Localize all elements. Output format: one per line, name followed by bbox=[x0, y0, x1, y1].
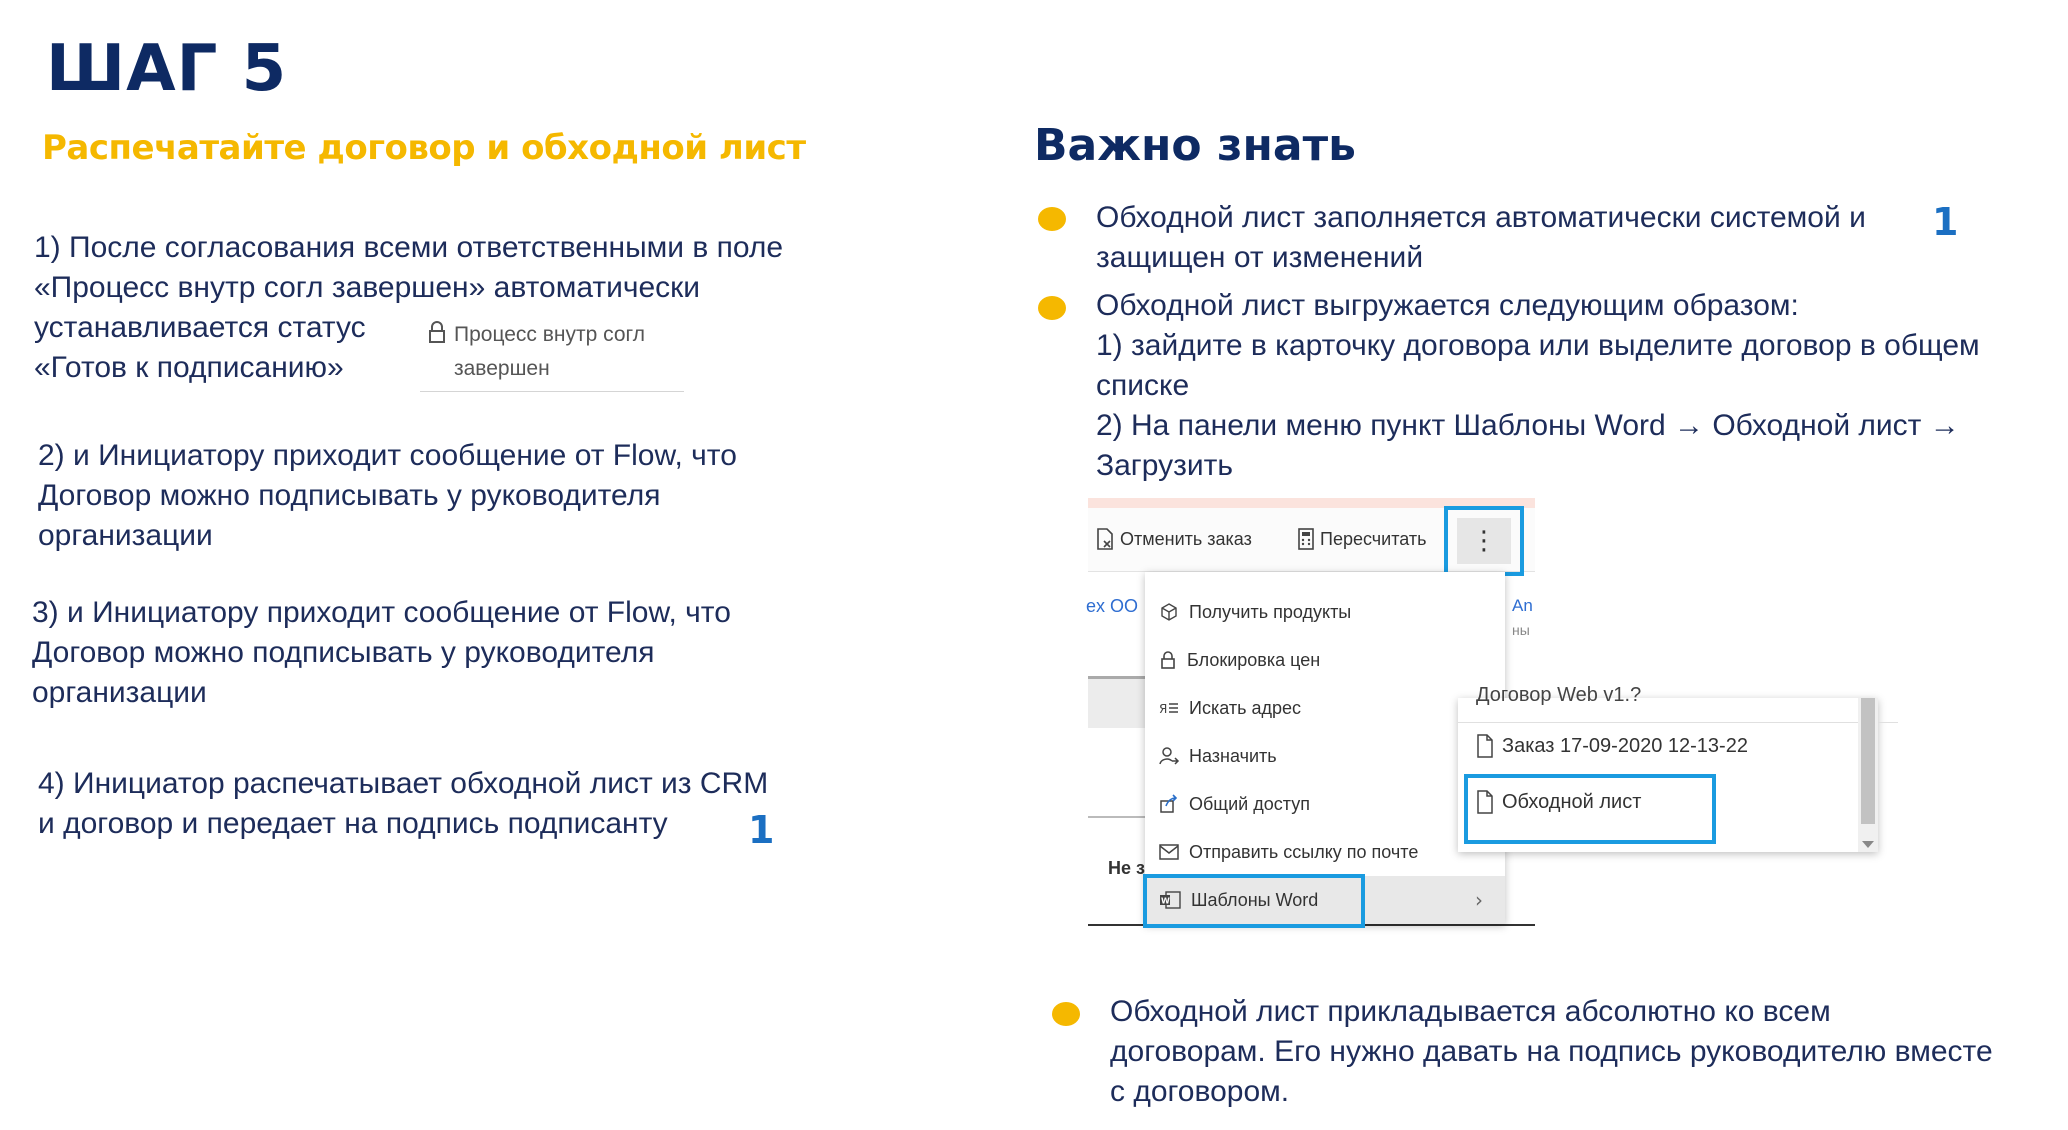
background-text: ны bbox=[1512, 622, 1530, 638]
status-field bbox=[420, 318, 684, 392]
email-icon bbox=[1159, 843, 1179, 861]
bullet-1-line: Обходной лист заполняется автоматически системой и bbox=[1096, 201, 1866, 234]
document-cancel-icon bbox=[1096, 528, 1114, 550]
menu-item-assign[interactable] bbox=[1145, 732, 1505, 780]
bypass-sheet-highlight bbox=[1464, 774, 1716, 844]
bullet-2-text bbox=[1096, 286, 2046, 486]
status-field-label bbox=[454, 318, 645, 386]
scrollbar-thumb[interactable] bbox=[1861, 698, 1875, 824]
paragraph-3 bbox=[32, 593, 832, 713]
recalculate-label: Пересчитать bbox=[1320, 528, 1427, 549]
address-icon bbox=[1159, 698, 1179, 718]
menu-item-label: Шаблоны Word bbox=[1191, 889, 1319, 910]
divider bbox=[1088, 816, 1146, 818]
bullet-3-line: договорам. Его нужно давать на подпись руководителю вместе bbox=[1110, 1035, 1993, 1068]
paragraph-1-line: «Процесс внутр согл завершен» автоматически bbox=[34, 271, 701, 304]
word-templates-highlight bbox=[1143, 874, 1365, 928]
background-link: An bbox=[1512, 596, 1533, 615]
share-icon bbox=[1159, 794, 1179, 814]
paragraph-1-line: «Готов к подписанию» bbox=[34, 351, 344, 384]
bullet-dot bbox=[1052, 1002, 1080, 1026]
paragraph-4 bbox=[38, 764, 838, 844]
scroll-down-icon[interactable] bbox=[1862, 841, 1874, 848]
document-icon bbox=[1476, 734, 1494, 758]
menu-item-find-address[interactable] bbox=[1145, 684, 1505, 732]
bullet-2-line: Обходной лист выгружается следующим образом: bbox=[1096, 289, 1799, 322]
background-text: Не з bbox=[1108, 858, 1145, 878]
cancel-order-button[interactable] bbox=[1096, 528, 1252, 550]
bullet-dot bbox=[1038, 207, 1066, 231]
menu-item-label: Общий доступ bbox=[1189, 793, 1310, 814]
cancel-order-label: Отменить заказ bbox=[1120, 528, 1252, 549]
lock-icon bbox=[428, 320, 446, 344]
background-link: ex OO bbox=[1086, 596, 1139, 616]
cube-icon bbox=[1159, 602, 1179, 622]
chevron-right-icon: › bbox=[1475, 888, 1483, 912]
divider bbox=[1458, 722, 1898, 723]
paragraph-2-line: 2) и Инициатору приходит сообщение от Flow, что bbox=[38, 439, 737, 472]
paragraph-2-line: Договор можно подписывать у руководителя bbox=[38, 479, 661, 512]
menu-item-share[interactable] bbox=[1145, 780, 1505, 828]
paragraph-3-line: Договор можно подписывать у руководителя bbox=[32, 636, 655, 669]
menu-item-label: Назначить bbox=[1189, 745, 1277, 766]
bullet-2-line: Загрузить bbox=[1096, 449, 1233, 482]
menu-item-label: Отправить ссылку по почте bbox=[1189, 841, 1419, 862]
paragraph-4-line: 4) Инициатор распечатывает обходной лист из CRM bbox=[38, 767, 769, 800]
paragraph-3-line: 3) и Инициатору приходит сообщение от Flow, что bbox=[32, 596, 731, 629]
note-badge: 1 bbox=[1932, 200, 1959, 244]
bullet-3-text bbox=[1110, 992, 2060, 1112]
paragraph-1-line: устанавливается статус bbox=[34, 311, 366, 344]
paragraph-2-line: организации bbox=[38, 519, 213, 552]
bullet-3-line: с договором. bbox=[1110, 1075, 1290, 1108]
submenu-item-order[interactable] bbox=[1476, 734, 1748, 758]
step-title: ШАГ 5 bbox=[46, 32, 288, 106]
menu-item-label: Блокировка цен bbox=[1187, 649, 1321, 670]
more-commands-menu bbox=[1145, 572, 1505, 924]
svg-text:W: W bbox=[1161, 896, 1170, 906]
recalculate-button[interactable] bbox=[1298, 528, 1426, 550]
bullet-1-line: защищен от изменений bbox=[1096, 241, 1424, 274]
bullet-2-line: списке bbox=[1096, 369, 1190, 402]
menu-item-get-products[interactable] bbox=[1145, 588, 1505, 636]
bullet-2-line: 2) На панели меню пункт Шаблоны Word → Обходной лист → bbox=[1096, 409, 1960, 442]
paragraph-2 bbox=[38, 436, 838, 556]
assign-icon bbox=[1159, 746, 1179, 766]
step-subtitle: Распечатайте договор и обходной лист bbox=[42, 128, 806, 168]
background-block bbox=[1088, 676, 1146, 728]
important-title: Важно знать bbox=[1034, 120, 1356, 171]
svg-text:Я: Я bbox=[1159, 702, 1168, 716]
submenu-item-label: Заказ 17-09-2020 12-13-22 bbox=[1502, 734, 1748, 757]
menu-item-label: Искать адрес bbox=[1189, 697, 1301, 718]
submenu-item-partial[interactable]: Договор Web v1.? bbox=[1476, 684, 1642, 706]
paragraph-3-line: организации bbox=[32, 676, 207, 709]
status-field-line: завершен bbox=[454, 357, 550, 380]
step-badge: 1 bbox=[748, 808, 775, 852]
status-field-line: Процесс внутр согл bbox=[454, 323, 646, 346]
more-icon: ⋮ bbox=[1457, 518, 1511, 564]
menu-item-email-link[interactable] bbox=[1145, 828, 1505, 876]
bullet-2-line: 1) зайдите в карточку договора или выделите договор в общем bbox=[1096, 329, 1980, 362]
bullet-1-text bbox=[1096, 198, 1996, 278]
bullet-dot bbox=[1038, 296, 1066, 320]
more-commands-button[interactable] bbox=[1444, 506, 1524, 576]
submenu-scrollbar[interactable] bbox=[1858, 698, 1878, 852]
paragraph-1-line: 1) После согласования всеми ответственными в поле bbox=[34, 231, 784, 264]
crm-screenshot bbox=[1088, 498, 1888, 928]
submenu-item-label: Обходной лист bbox=[1502, 790, 1642, 813]
menu-item-lock-prices[interactable] bbox=[1145, 636, 1505, 684]
bullet-3-line: Обходной лист прикладывается абсолютно ко всем bbox=[1110, 995, 1831, 1028]
paragraph-4-line: и договор и передает на подпись подписанту bbox=[38, 807, 668, 840]
lock-icon bbox=[1159, 650, 1177, 670]
calculator-icon bbox=[1298, 528, 1314, 550]
menu-item-label: Получить продукты bbox=[1189, 601, 1352, 622]
